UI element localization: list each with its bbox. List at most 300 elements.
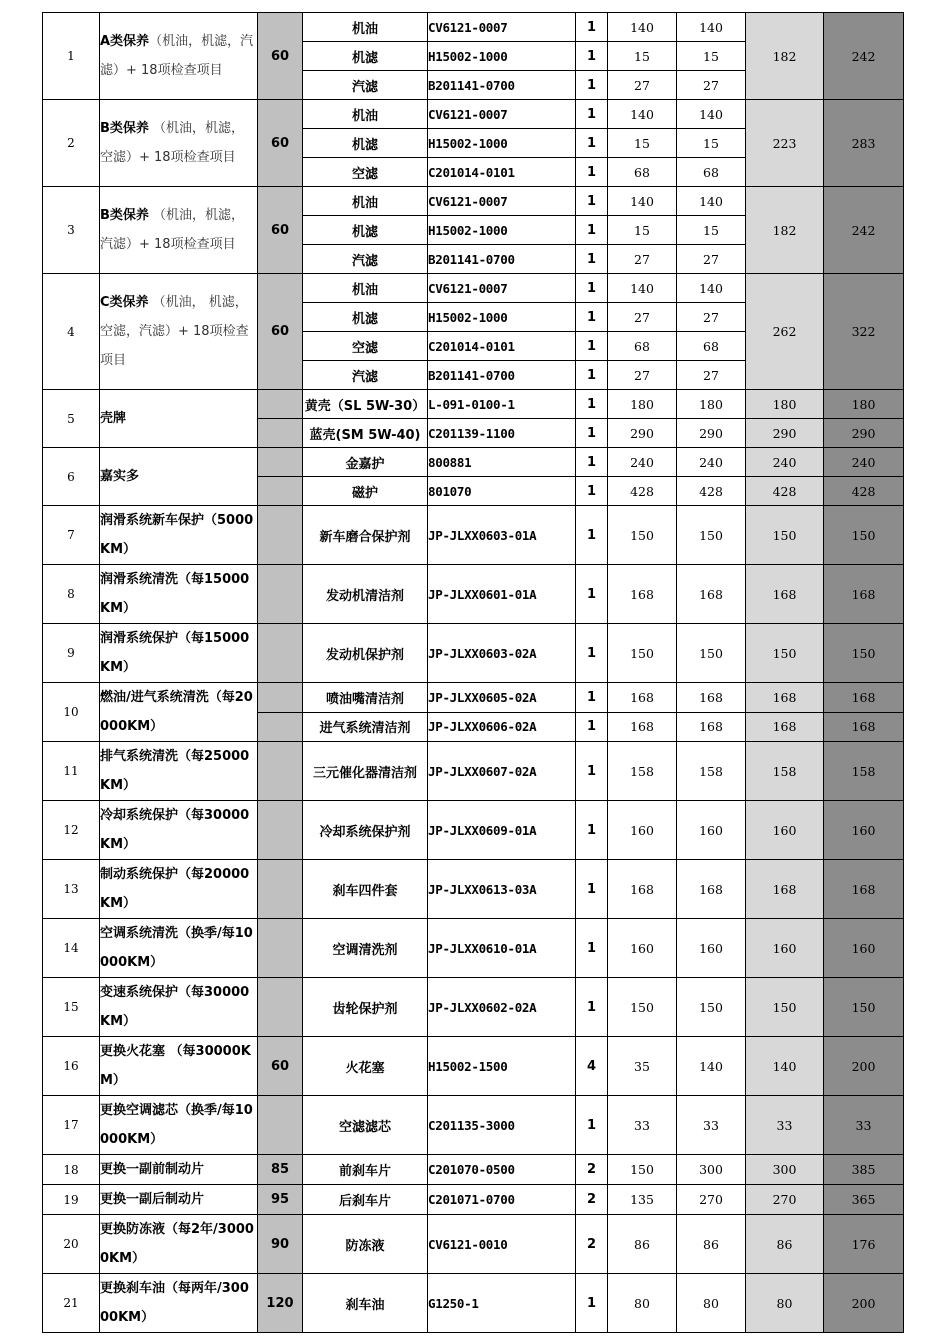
part-amount: 140 xyxy=(677,187,746,216)
part-quantity: 1 xyxy=(576,332,608,361)
table-row xyxy=(43,1096,904,1155)
labor-fee: 120 xyxy=(258,1274,303,1333)
unit-price: 135 xyxy=(608,1185,677,1215)
labor-fee xyxy=(258,624,303,683)
part-name: 机油 xyxy=(303,100,428,129)
item-title: 更换火花塞 （每30000KM） xyxy=(100,1044,251,1088)
part-name: 磁护 xyxy=(303,477,428,506)
part-quantity: 2 xyxy=(576,1155,608,1185)
table-row xyxy=(43,100,904,129)
part-quantity: 1 xyxy=(576,565,608,624)
unit-price: 33 xyxy=(608,1096,677,1155)
unit-price: 140 xyxy=(608,187,677,216)
part-amount: 168 xyxy=(677,683,746,713)
maintenance-price-table xyxy=(42,12,904,1333)
item-title: 更换刹车油（每两年/30000KM） xyxy=(100,1281,249,1325)
item-title: 壳牌 xyxy=(100,411,127,426)
part-quantity: 1 xyxy=(576,742,608,801)
part-amount: 68 xyxy=(677,332,746,361)
table-row xyxy=(43,1215,904,1274)
part-amount: 27 xyxy=(677,245,746,274)
item-note: （机油，机滤，汽滤）+ 18项检查项目 xyxy=(100,34,254,78)
grand-total: 160 xyxy=(824,801,904,860)
labor-fee xyxy=(258,801,303,860)
row-number: 4 xyxy=(43,274,100,390)
row-number: 14 xyxy=(43,919,100,978)
grand-total: 150 xyxy=(824,506,904,565)
table-row xyxy=(43,448,904,477)
grand-total: 176 xyxy=(824,1215,904,1274)
part-amount: 240 xyxy=(677,448,746,477)
part-name: 汽滤 xyxy=(303,71,428,100)
part-code: JP-JLXX0605-02A xyxy=(428,683,576,713)
grand-total: 322 xyxy=(824,274,904,390)
part-quantity: 1 xyxy=(576,477,608,506)
part-amount: 158 xyxy=(677,742,746,801)
part-amount: 140 xyxy=(677,1037,746,1096)
part-name: 汽滤 xyxy=(303,245,428,274)
item-description xyxy=(100,448,258,506)
parts-subtotal: 270 xyxy=(746,1185,824,1215)
part-quantity: 1 xyxy=(576,245,608,274)
grand-total: 168 xyxy=(824,683,904,713)
part-name: 新车磨合保护剂 xyxy=(303,506,428,565)
item-description xyxy=(100,1155,258,1185)
parts-subtotal: 182 xyxy=(746,187,824,274)
part-name: 进气系统清洁剂 xyxy=(303,712,428,742)
part-name: 机油 xyxy=(303,274,428,303)
part-amount: 33 xyxy=(677,1096,746,1155)
row-number: 9 xyxy=(43,624,100,683)
part-name: 前刹车片 xyxy=(303,1155,428,1185)
unit-price: 27 xyxy=(608,71,677,100)
parts-subtotal: 150 xyxy=(746,506,824,565)
part-code: C201070-0500 xyxy=(428,1155,576,1185)
item-title: B类保养 xyxy=(100,208,149,223)
item-description xyxy=(100,624,258,683)
unit-price: 15 xyxy=(608,216,677,245)
part-name: 机滤 xyxy=(303,129,428,158)
part-name: 汽滤 xyxy=(303,361,428,390)
row-number: 6 xyxy=(43,448,100,506)
part-code: CV6121-0007 xyxy=(428,187,576,216)
part-quantity: 1 xyxy=(576,506,608,565)
item-description xyxy=(100,1037,258,1096)
table-row xyxy=(43,624,904,683)
parts-subtotal: 160 xyxy=(746,801,824,860)
labor-fee: 60 xyxy=(258,187,303,274)
grand-total: 200 xyxy=(824,1037,904,1096)
part-name: 机滤 xyxy=(303,303,428,332)
part-code: CV6121-0007 xyxy=(428,100,576,129)
item-title: 润滑系统新车保护（5000KM） xyxy=(100,513,254,557)
part-quantity: 1 xyxy=(576,129,608,158)
grand-total: 150 xyxy=(824,624,904,683)
parts-subtotal: 290 xyxy=(746,419,824,448)
row-number: 17 xyxy=(43,1096,100,1155)
unit-price: 158 xyxy=(608,742,677,801)
item-title: 更换一副前制动片 xyxy=(100,1162,205,1177)
parts-subtotal: 168 xyxy=(746,565,824,624)
part-code: H15002-1000 xyxy=(428,303,576,332)
item-description xyxy=(100,1096,258,1155)
part-code: B201141-0700 xyxy=(428,245,576,274)
part-amount: 160 xyxy=(677,801,746,860)
unit-price: 140 xyxy=(608,13,677,42)
parts-subtotal: 158 xyxy=(746,742,824,801)
part-name: 后刹车片 xyxy=(303,1185,428,1215)
part-amount: 428 xyxy=(677,477,746,506)
part-quantity: 1 xyxy=(576,390,608,419)
part-name: 齿轮保护剂 xyxy=(303,978,428,1037)
part-name: 蓝壳(SM 5W-40) xyxy=(303,419,428,448)
item-title: 更换空调滤芯（换季/每10000KM） xyxy=(100,1103,253,1147)
item-note: （机油，机滤，空滤）+ 18项检查项目 xyxy=(100,121,245,165)
unit-price: 86 xyxy=(608,1215,677,1274)
unit-price: 168 xyxy=(608,860,677,919)
unit-price: 27 xyxy=(608,303,677,332)
part-name: 防冻液 xyxy=(303,1215,428,1274)
part-code: C201014-0101 xyxy=(428,332,576,361)
part-name: 机油 xyxy=(303,13,428,42)
grand-total: 365 xyxy=(824,1185,904,1215)
unit-price: 150 xyxy=(608,506,677,565)
part-amount: 15 xyxy=(677,216,746,245)
table-body xyxy=(43,13,904,1333)
item-title: B类保养 xyxy=(100,121,149,136)
unit-price: 27 xyxy=(608,361,677,390)
part-quantity: 1 xyxy=(576,100,608,129)
item-description xyxy=(100,274,258,390)
part-amount: 27 xyxy=(677,71,746,100)
parts-subtotal: 240 xyxy=(746,448,824,477)
table-row xyxy=(43,187,904,216)
part-code: CV6121-0007 xyxy=(428,274,576,303)
unit-price: 80 xyxy=(608,1274,677,1333)
part-code: JP-JLXX0610-01A xyxy=(428,919,576,978)
item-title: 嘉实多 xyxy=(100,469,140,484)
part-code: C201014-0101 xyxy=(428,158,576,187)
item-title: 排气系统清洗（每25000KM） xyxy=(100,749,250,793)
table-row xyxy=(43,565,904,624)
parts-subtotal: 182 xyxy=(746,13,824,100)
part-amount: 27 xyxy=(677,303,746,332)
item-description xyxy=(100,1274,258,1333)
item-description xyxy=(100,683,258,742)
table-row xyxy=(43,919,904,978)
part-quantity: 1 xyxy=(576,419,608,448)
part-code: H15002-1000 xyxy=(428,216,576,245)
part-amount: 160 xyxy=(677,919,746,978)
part-amount: 140 xyxy=(677,13,746,42)
unit-price: 140 xyxy=(608,274,677,303)
labor-fee: 60 xyxy=(258,1037,303,1096)
item-description xyxy=(100,1215,258,1274)
labor-fee: 85 xyxy=(258,1155,303,1185)
part-code: JP-JLXX0603-02A xyxy=(428,624,576,683)
labor-fee xyxy=(258,919,303,978)
row-number: 5 xyxy=(43,390,100,448)
parts-subtotal: 428 xyxy=(746,477,824,506)
parts-subtotal: 150 xyxy=(746,624,824,683)
row-number: 1 xyxy=(43,13,100,100)
parts-subtotal: 180 xyxy=(746,390,824,419)
part-name: 机滤 xyxy=(303,42,428,71)
unit-price: 240 xyxy=(608,448,677,477)
parts-subtotal: 150 xyxy=(746,978,824,1037)
row-number: 2 xyxy=(43,100,100,187)
unit-price: 168 xyxy=(608,683,677,713)
part-quantity: 1 xyxy=(576,274,608,303)
part-quantity: 1 xyxy=(576,860,608,919)
part-code: CV6121-0010 xyxy=(428,1215,576,1274)
table-row xyxy=(43,390,904,419)
part-code: 801070 xyxy=(428,477,576,506)
item-title: 冷却系统保护（每30000KM） xyxy=(100,808,250,852)
part-name: 机油 xyxy=(303,187,428,216)
item-title: 更换防冻液（每2年/30000KM） xyxy=(100,1222,254,1266)
part-amount: 150 xyxy=(677,506,746,565)
row-number: 15 xyxy=(43,978,100,1037)
labor-fee: 60 xyxy=(258,274,303,390)
grand-total: 158 xyxy=(824,742,904,801)
unit-price: 68 xyxy=(608,158,677,187)
table-row xyxy=(43,1037,904,1096)
item-title: 燃油/进气系统清洗（每20000KM） xyxy=(100,690,253,734)
item-title: 变速系统保护（每30000KM） xyxy=(100,985,250,1029)
part-code: JP-JLXX0602-02A xyxy=(428,978,576,1037)
unit-price: 35 xyxy=(608,1037,677,1096)
part-code: H15002-1000 xyxy=(428,129,576,158)
part-code: JP-JLXX0607-02A xyxy=(428,742,576,801)
part-name: 机滤 xyxy=(303,216,428,245)
part-name: 发动机保护剂 xyxy=(303,624,428,683)
part-quantity: 1 xyxy=(576,361,608,390)
row-number: 16 xyxy=(43,1037,100,1096)
labor-fee xyxy=(258,683,303,713)
part-quantity: 1 xyxy=(576,187,608,216)
part-quantity: 1 xyxy=(576,303,608,332)
unit-price: 150 xyxy=(608,1155,677,1185)
part-quantity: 2 xyxy=(576,1215,608,1274)
table-row xyxy=(43,860,904,919)
item-description xyxy=(100,1185,258,1215)
part-code: C201071-0700 xyxy=(428,1185,576,1215)
part-name: 刹车四件套 xyxy=(303,860,428,919)
item-description xyxy=(100,13,258,100)
item-description xyxy=(100,801,258,860)
unit-price: 68 xyxy=(608,332,677,361)
part-code: JP-JLXX0601-01A xyxy=(428,565,576,624)
grand-total: 283 xyxy=(824,100,904,187)
part-code: G1250-1 xyxy=(428,1274,576,1333)
part-amount: 168 xyxy=(677,565,746,624)
row-number: 3 xyxy=(43,187,100,274)
part-amount: 68 xyxy=(677,158,746,187)
row-number: 19 xyxy=(43,1185,100,1215)
item-description xyxy=(100,187,258,274)
part-amount: 300 xyxy=(677,1155,746,1185)
part-name: 空滤滤芯 xyxy=(303,1096,428,1155)
part-code: C201139-1100 xyxy=(428,419,576,448)
part-quantity: 1 xyxy=(576,448,608,477)
part-code: H15002-1000 xyxy=(428,42,576,71)
unit-price: 160 xyxy=(608,919,677,978)
grand-total: 160 xyxy=(824,919,904,978)
part-quantity: 1 xyxy=(576,712,608,742)
part-code: CV6121-0007 xyxy=(428,13,576,42)
part-name: 空调清洗剂 xyxy=(303,919,428,978)
part-quantity: 2 xyxy=(576,1185,608,1215)
item-description xyxy=(100,100,258,187)
part-name: 刹车油 xyxy=(303,1274,428,1333)
part-name: 三元催化器清洁剂 xyxy=(303,742,428,801)
table-row xyxy=(43,683,904,713)
unit-price: 168 xyxy=(608,712,677,742)
part-amount: 168 xyxy=(677,712,746,742)
parts-subtotal: 160 xyxy=(746,919,824,978)
grand-total: 242 xyxy=(824,187,904,274)
labor-fee xyxy=(258,506,303,565)
parts-subtotal: 80 xyxy=(746,1274,824,1333)
part-quantity: 1 xyxy=(576,624,608,683)
item-note: （机油，机滤，汽滤）+ 18项检查项目 xyxy=(100,208,245,252)
labor-fee xyxy=(258,1096,303,1155)
item-description xyxy=(100,978,258,1037)
unit-price: 160 xyxy=(608,801,677,860)
item-description xyxy=(100,860,258,919)
part-amount: 140 xyxy=(677,274,746,303)
part-quantity: 1 xyxy=(576,978,608,1037)
row-number: 20 xyxy=(43,1215,100,1274)
part-code: JP-JLXX0609-01A xyxy=(428,801,576,860)
row-number: 18 xyxy=(43,1155,100,1185)
part-name: 黄壳（SL 5W-30） xyxy=(303,390,428,419)
item-title: C类保养 xyxy=(100,295,149,310)
unit-price: 168 xyxy=(608,565,677,624)
part-quantity: 1 xyxy=(576,919,608,978)
part-amount: 15 xyxy=(677,129,746,158)
unit-price: 140 xyxy=(608,100,677,129)
labor-fee: 95 xyxy=(258,1185,303,1215)
part-name: 空滤 xyxy=(303,158,428,187)
item-title: 制动系统保护（每20000KM） xyxy=(100,867,250,911)
part-quantity: 1 xyxy=(576,13,608,42)
part-name: 金嘉护 xyxy=(303,448,428,477)
item-description xyxy=(100,919,258,978)
part-code: JP-JLXX0613-03A xyxy=(428,860,576,919)
part-amount: 150 xyxy=(677,624,746,683)
part-amount: 86 xyxy=(677,1215,746,1274)
part-amount: 27 xyxy=(677,361,746,390)
part-amount: 15 xyxy=(677,42,746,71)
part-quantity: 1 xyxy=(576,71,608,100)
unit-price: 150 xyxy=(608,624,677,683)
unit-price: 428 xyxy=(608,477,677,506)
labor-fee: 90 xyxy=(258,1215,303,1274)
part-code: C201135-3000 xyxy=(428,1096,576,1155)
table-row xyxy=(43,801,904,860)
parts-subtotal: 33 xyxy=(746,1096,824,1155)
item-description xyxy=(100,565,258,624)
grand-total: 290 xyxy=(824,419,904,448)
parts-subtotal: 262 xyxy=(746,274,824,390)
part-quantity: 1 xyxy=(576,158,608,187)
part-amount: 150 xyxy=(677,978,746,1037)
grand-total: 242 xyxy=(824,13,904,100)
item-title: 空调系统清洗（换季/每10000KM） xyxy=(100,926,253,970)
part-code: 800881 xyxy=(428,448,576,477)
labor-fee xyxy=(258,477,303,506)
unit-price: 15 xyxy=(608,129,677,158)
grand-total: 428 xyxy=(824,477,904,506)
table-row xyxy=(43,13,904,42)
grand-total: 180 xyxy=(824,390,904,419)
row-number: 10 xyxy=(43,683,100,742)
labor-fee xyxy=(258,742,303,801)
labor-fee xyxy=(258,978,303,1037)
parts-subtotal: 168 xyxy=(746,683,824,713)
unit-price: 180 xyxy=(608,390,677,419)
part-amount: 80 xyxy=(677,1274,746,1333)
labor-fee xyxy=(258,390,303,419)
parts-subtotal: 140 xyxy=(746,1037,824,1096)
part-amount: 270 xyxy=(677,1185,746,1215)
part-code: B201141-0700 xyxy=(428,361,576,390)
part-name: 冷却系统保护剂 xyxy=(303,801,428,860)
table-row xyxy=(43,1274,904,1333)
table-row xyxy=(43,978,904,1037)
unit-price: 290 xyxy=(608,419,677,448)
part-code: B201141-0700 xyxy=(428,71,576,100)
row-number: 13 xyxy=(43,860,100,919)
row-number: 7 xyxy=(43,506,100,565)
part-code: JP-JLXX0606-02A xyxy=(428,712,576,742)
labor-fee xyxy=(258,860,303,919)
part-quantity: 1 xyxy=(576,1096,608,1155)
row-number: 8 xyxy=(43,565,100,624)
part-quantity: 1 xyxy=(576,801,608,860)
grand-total: 33 xyxy=(824,1096,904,1155)
labor-fee xyxy=(258,712,303,742)
row-number: 21 xyxy=(43,1274,100,1333)
parts-subtotal: 86 xyxy=(746,1215,824,1274)
row-number: 12 xyxy=(43,801,100,860)
labor-fee xyxy=(258,565,303,624)
item-note: （机油， 机滤，空滤，汽滤）+ 18项检查项目 xyxy=(100,295,249,368)
grand-total: 150 xyxy=(824,978,904,1037)
table-row xyxy=(43,742,904,801)
item-description xyxy=(100,742,258,801)
unit-price: 150 xyxy=(608,978,677,1037)
part-name: 空滤 xyxy=(303,332,428,361)
item-description xyxy=(100,390,258,448)
part-amount: 180 xyxy=(677,390,746,419)
item-description xyxy=(100,506,258,565)
part-quantity: 1 xyxy=(576,216,608,245)
part-code: JP-JLXX0603-01A xyxy=(428,506,576,565)
part-quantity: 4 xyxy=(576,1037,608,1096)
table-row xyxy=(43,274,904,303)
part-amount: 168 xyxy=(677,860,746,919)
part-name: 发动机清洁剂 xyxy=(303,565,428,624)
parts-subtotal: 223 xyxy=(746,100,824,187)
part-quantity: 1 xyxy=(576,1274,608,1333)
grand-total: 200 xyxy=(824,1274,904,1333)
labor-fee: 60 xyxy=(258,100,303,187)
labor-fee xyxy=(258,448,303,477)
table-row xyxy=(43,506,904,565)
